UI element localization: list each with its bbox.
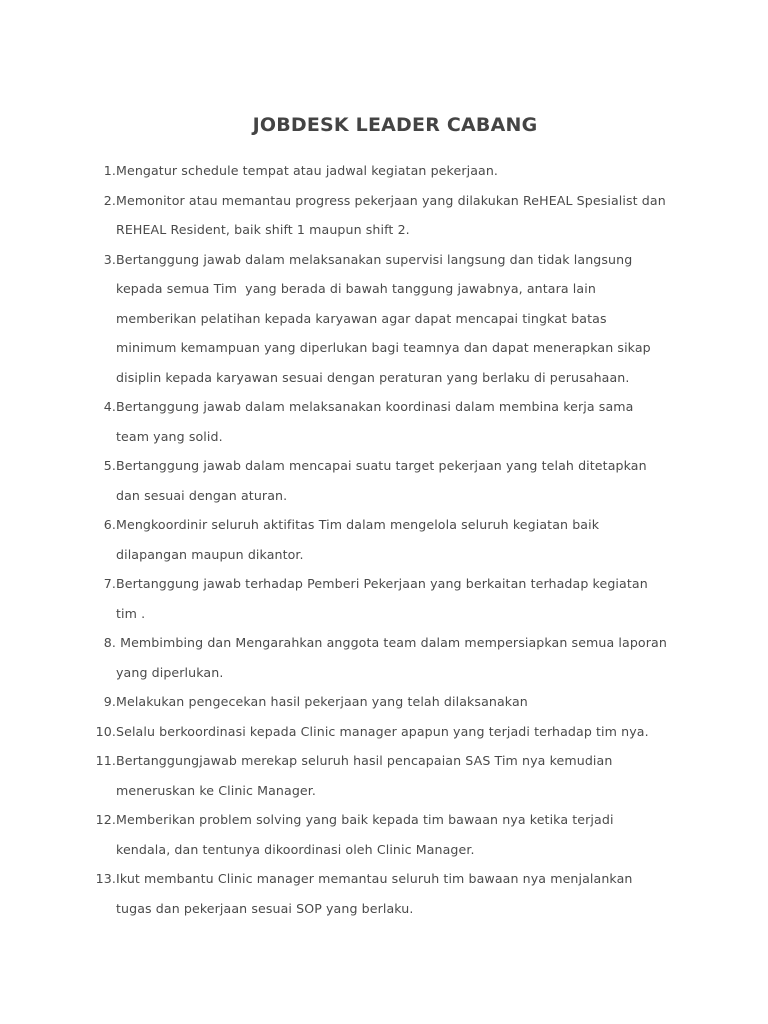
item-line: Mengatur schedule tempat atau jadwal kegiatan pekerjaan.	[116, 163, 499, 178]
item-text	[116, 717, 688, 747]
item-line: Bertanggung jawab dalam melaksanakan supervisi langsung dan tidak langsung	[116, 251, 633, 267]
item-number: 1.	[103, 163, 116, 178]
item-text	[116, 451, 688, 510]
item-number: 8.	[103, 635, 116, 650]
item-text	[116, 392, 688, 451]
document-title: JOBDESK LEADER CABANG	[252, 114, 538, 136]
item-line: Memberikan problem solving yang baik kepada tim bawaan nya ketika terjadi	[116, 812, 614, 827]
item-text	[116, 687, 688, 717]
item-number: 4.	[103, 399, 116, 414]
item-line: kepada semua Tim yang berada di bawah tanggung jawabnya, antara lain	[116, 281, 596, 296]
item-number: 13.	[95, 871, 116, 886]
item-number: 12.	[95, 812, 116, 827]
item-line: Melakukan pengecekan hasil pekerjaan yang telah dilaksanakan	[116, 694, 528, 709]
item-line: tim .	[116, 605, 146, 621]
item-line: Mengkoordinir seluruh aktifitas Tim dalam mengelola seluruh kegiatan baik	[116, 517, 600, 532]
item-text	[116, 746, 688, 805]
item-line: Selalu berkoordinasi kepada Clinic manager apapun yang terjadi terhadap tim nya.	[116, 723, 649, 739]
item-number: 11.	[95, 753, 116, 768]
item-line: Bertanggungjawab merekap seluruh hasil pencapaian SAS Tim nya kemudian	[116, 753, 613, 768]
item-line: Membimbing dan Mengarahkan anggota team dalam mempersiapkan semua laporan	[116, 635, 667, 650]
item-line: memberikan pelatihan kepada karyawan agar dapat mencapai tingkat batas	[116, 310, 607, 326]
list-item	[88, 186, 688, 245]
item-number: 5.	[103, 458, 116, 473]
list-item	[88, 628, 688, 687]
list-item	[88, 156, 688, 186]
list-item	[88, 510, 688, 569]
item-line: dilapangan maupun dikantor.	[116, 546, 304, 562]
item-line: REHEAL Resident, baik shift 1 maupun shift 2.	[116, 222, 410, 237]
item-number: 7.	[103, 576, 116, 591]
item-line: Bertanggung jawab dalam melaksanakan koordinasi dalam membina kerja sama	[116, 399, 634, 414]
item-line: Ikut membantu Clinic manager memantau seluruh tim bawaan nya menjalankan	[116, 871, 633, 886]
item-line: disiplin kepada karyawan sesuai dengan peraturan yang berlaku di perusahaan.	[116, 369, 630, 385]
item-text	[116, 864, 688, 923]
list-item	[88, 245, 688, 393]
item-line: Bertanggung jawab dalam mencapai suatu target pekerjaan yang telah ditetapkan	[116, 458, 647, 473]
list-item	[88, 746, 688, 805]
item-line: minimum kemampuan yang diperlukan bagi teamnya dan dapat menerapkan sikap	[116, 340, 651, 355]
item-text	[116, 156, 688, 186]
item-line: team yang solid.	[116, 428, 223, 444]
item-line: meneruskan ke Clinic Manager.	[116, 782, 316, 798]
item-line: yang diperlukan.	[116, 664, 224, 680]
item-number: 3.	[103, 251, 116, 267]
item-text	[116, 805, 688, 864]
list-item	[88, 451, 688, 510]
item-line: dan sesuai dengan aturan.	[116, 487, 288, 503]
item-line: Memonitor atau memantau progress pekerjaan yang dilakukan ReHEAL Spesialist dan	[116, 192, 666, 208]
item-number: 2.	[103, 192, 116, 208]
list-item	[88, 864, 688, 923]
item-number: 6.	[103, 517, 116, 532]
item-text	[116, 186, 688, 245]
item-text	[116, 628, 688, 687]
item-line: kendala, dan tentunya dikoordinasi oleh Clinic Manager.	[116, 841, 475, 857]
list-item	[88, 569, 688, 628]
item-number: 10.	[95, 723, 116, 739]
list-item	[88, 687, 688, 717]
item-line: Bertanggung jawab terhadap Pemberi Pekerjaan yang berkaitan terhadap kegiatan	[116, 576, 648, 591]
item-text	[116, 569, 688, 628]
jobdesk-list	[88, 156, 688, 923]
list-item	[88, 392, 688, 451]
item-number: 9.	[103, 694, 116, 709]
list-item	[88, 805, 688, 864]
item-line: tugas dan pekerjaan sesuai SOP yang berlaku.	[116, 900, 414, 916]
item-text	[116, 510, 688, 569]
item-text	[116, 245, 688, 393]
list-item	[88, 717, 688, 747]
